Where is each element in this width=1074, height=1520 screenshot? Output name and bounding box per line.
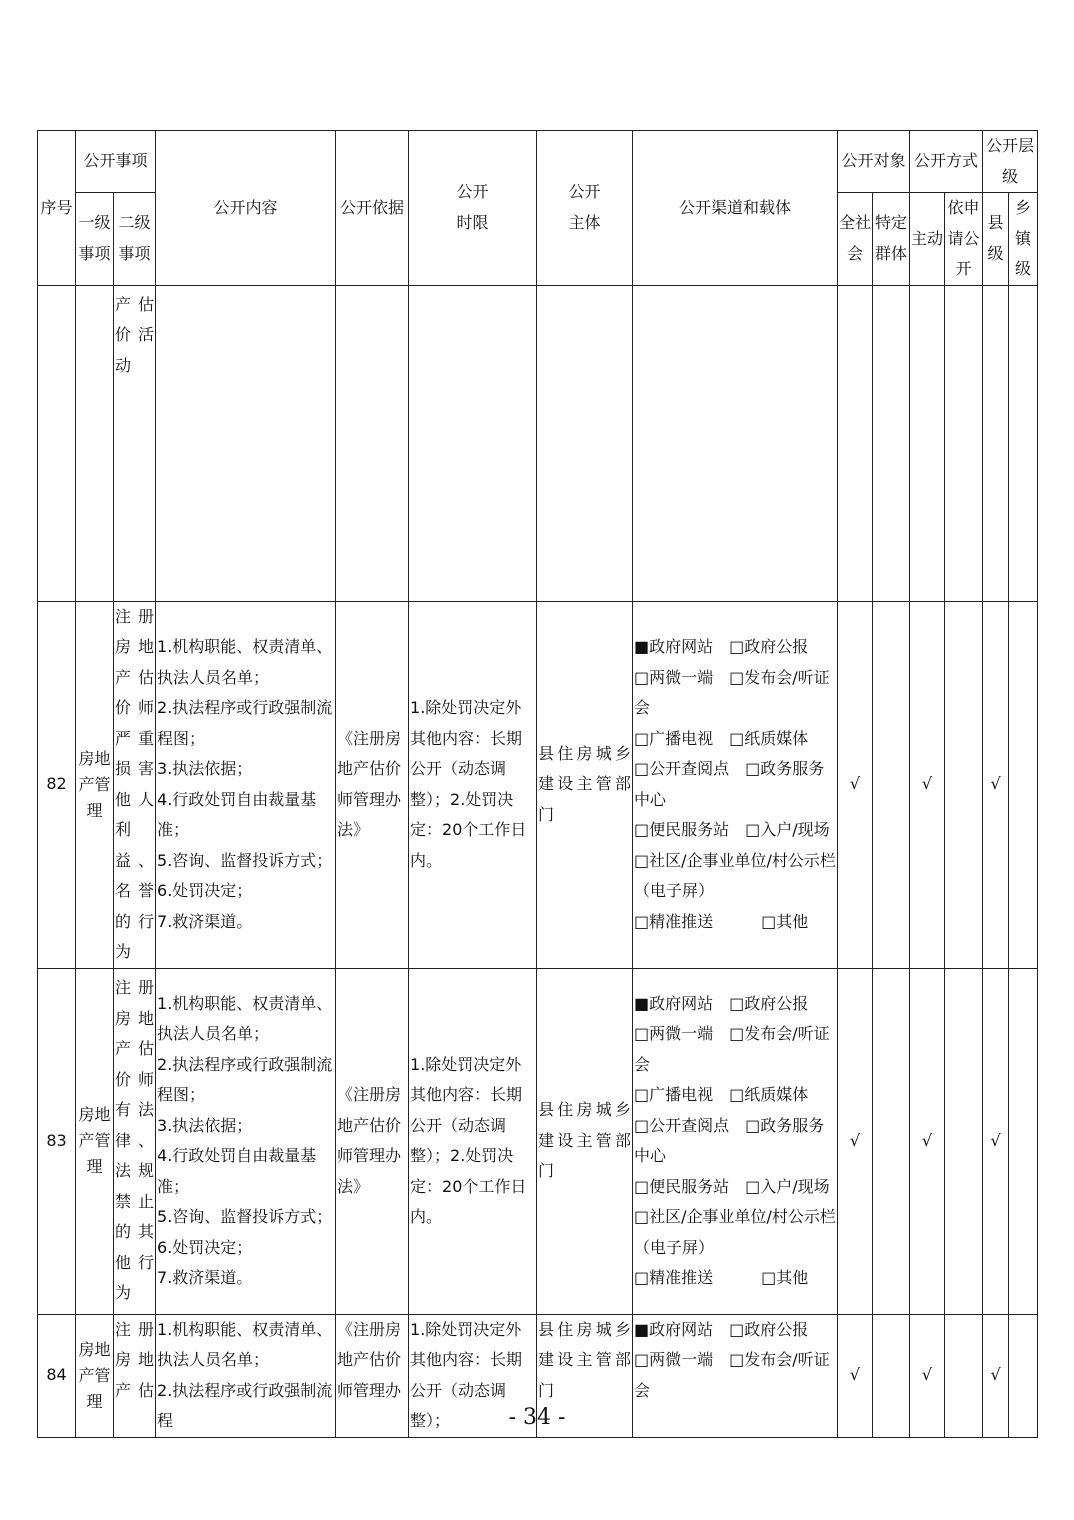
channel-line: □两微一端 □发布会/听证会 (634, 1350, 830, 1400)
header-audience-group: 公开对象 (838, 131, 910, 193)
header-level1: 一级事项 (76, 193, 114, 286)
channel-line: ■政府网站 □政府公报 (634, 993, 809, 1013)
channel-line: □便民服务站 □入户/现场 (634, 1176, 830, 1196)
channel-line: □两微一端 □发布会/听证会 (634, 1024, 830, 1074)
continuation-row (38, 285, 1038, 601)
row-time-limit: 1.除处罚决定外其他内容：长期公开（动态调整）；2.处罚决定：20个工作日内。 (409, 968, 537, 1314)
row-subject: 县住房城乡建设主管部门 (537, 1314, 633, 1437)
row-channels (633, 601, 838, 968)
channel-line: ■政府网站 □政府公报 (634, 1319, 809, 1339)
check-level-township (1009, 601, 1038, 968)
content-line: 2.执法程序或行政强制流程图； (157, 1054, 333, 1104)
content-line: 3.执法依据； (157, 759, 253, 778)
row-basis: 《注册房地产估价师管理办 (336, 1314, 409, 1437)
content-line: 3.执法依据； (157, 1115, 253, 1135)
channel-line: □广播电视 □纸质媒体 (634, 1085, 809, 1104)
content-line: 7.救济渠道。 (157, 1268, 253, 1287)
row-content (156, 601, 336, 968)
content-line: 2.执法程序或行政强制流程 (157, 1380, 333, 1430)
row-level1: 房地产管理 (76, 601, 114, 968)
header-content: 公开内容 (156, 131, 336, 286)
check-audience-specific (873, 968, 910, 1314)
check-method-request (945, 601, 983, 968)
row-seq: 83 (38, 968, 76, 1314)
check-audience-specific (873, 601, 910, 968)
page-number: - 34 - (508, 1405, 566, 1430)
check-level-township (1009, 968, 1038, 1314)
header-basis: 公开依据 (336, 131, 409, 286)
check-level-county: √ (983, 1314, 1009, 1437)
row-level1: 房地产管理 (76, 968, 114, 1314)
header-level2: 二级事项 (114, 193, 156, 286)
channel-line: □便民服务站 □入户/现场 (634, 820, 830, 839)
row-level2: 注册房地产估价师有法律、法规禁止的其他行为 (114, 968, 156, 1314)
channel-line: □公开查阅点 □政务服务中心 (634, 759, 825, 809)
channel-line: □社区/企事业单位/村公示栏（电子屏） (634, 850, 836, 900)
header-method-group: 公开方式 (910, 131, 983, 193)
disclosure-table (37, 130, 1038, 1438)
check-audience-all: √ (838, 1314, 873, 1437)
header-level-group: 公开层级 (983, 131, 1038, 193)
header-audience-all: 全社会 (838, 193, 873, 286)
check-method-active: √ (910, 968, 945, 1314)
table-row (38, 601, 1038, 968)
content-line: 6.处罚决定； (157, 1237, 253, 1257)
content-line: 1.机构职能、权责清单、执法人员名单； (157, 993, 333, 1043)
check-method-active: √ (910, 1314, 945, 1437)
channel-line: ■政府网站 □政府公报 (634, 637, 809, 656)
check-level-county: √ (983, 601, 1009, 968)
row-time-limit: 1.除处罚决定外其他内容：长期公开（动态调整）；2.处罚决定：20个工作日内。 (409, 601, 537, 968)
check-method-request (945, 968, 983, 1314)
row-basis: 《注册房地产估价师管理办法》 (336, 968, 409, 1314)
header-seq: 序号 (38, 131, 76, 286)
header-level-township: 乡镇级 (1009, 193, 1038, 286)
row-level2: 注册房地产估 (114, 1314, 156, 1437)
header-row-1 (38, 131, 1038, 193)
check-audience-all: √ (838, 601, 873, 968)
header-audience-specific: 特定群体 (873, 193, 910, 286)
row-basis: 《注册房地产估价师管理办法》 (336, 601, 409, 968)
row-seq: 82 (38, 601, 76, 968)
content-line: 4.行政处罚自由裁量基准； (157, 789, 317, 839)
content-line: 1.机构职能、权责清单、执法人员名单； (157, 1319, 333, 1369)
row-subject: 县住房城乡建设主管部门 (537, 601, 633, 968)
row-level1: 房地产管理 (76, 1314, 114, 1437)
row-subject: 县住房城乡建设主管部门 (537, 968, 633, 1314)
channel-line: □精准推送 □其他 (634, 911, 809, 931)
header-item-group: 公开事项 (76, 131, 156, 193)
row-time-limit: 1.除处罚决定外其他内容：长期公开（动态调整）； (409, 1314, 537, 1437)
channel-line: □两微一端 □发布会/听证会 (634, 667, 830, 717)
content-line: 5.咨询、监督投诉方式； (157, 850, 333, 870)
header-method-active: 主动 (910, 193, 945, 286)
header-method-request: 依申请公开 (945, 193, 983, 286)
check-method-active: √ (910, 601, 945, 968)
content-line: 6.处罚决定； (157, 881, 253, 900)
channel-line: □社区/企事业单位/村公示栏（电子屏） (634, 1207, 836, 1257)
header-subject: 公开主体 (537, 131, 633, 286)
row-content (156, 968, 336, 1314)
check-level-county: √ (983, 968, 1009, 1314)
header-channels: 公开渠道和载体 (633, 131, 838, 286)
content-line: 5.咨询、监督投诉方式； (157, 1207, 333, 1226)
content-line: 4.行政处罚自由裁量基准； (157, 1146, 317, 1196)
content-line: 2.执法程序或行政强制流程图； (157, 698, 333, 748)
content-line: 1.机构职能、权责清单、执法人员名单； (157, 637, 333, 687)
header-time-limit: 公开时限 (409, 131, 537, 286)
channel-line: □公开查阅点 □政务服务中心 (634, 1115, 825, 1165)
row-level2: 注册房地产估价师严重损害他人利益、名誉的行为 (114, 601, 156, 968)
channel-line: □广播电视 □纸质媒体 (634, 728, 809, 748)
header-level-county: 县级 (983, 193, 1009, 286)
continuation-level2: 产估价活动 (114, 285, 156, 601)
check-audience-all: √ (838, 968, 873, 1314)
row-seq: 84 (38, 1314, 76, 1437)
table-row (38, 968, 1038, 1314)
content-line: 7.救济渠道。 (157, 911, 253, 931)
channel-line: □精准推送 □其他 (634, 1268, 809, 1287)
row-channels (633, 968, 838, 1314)
